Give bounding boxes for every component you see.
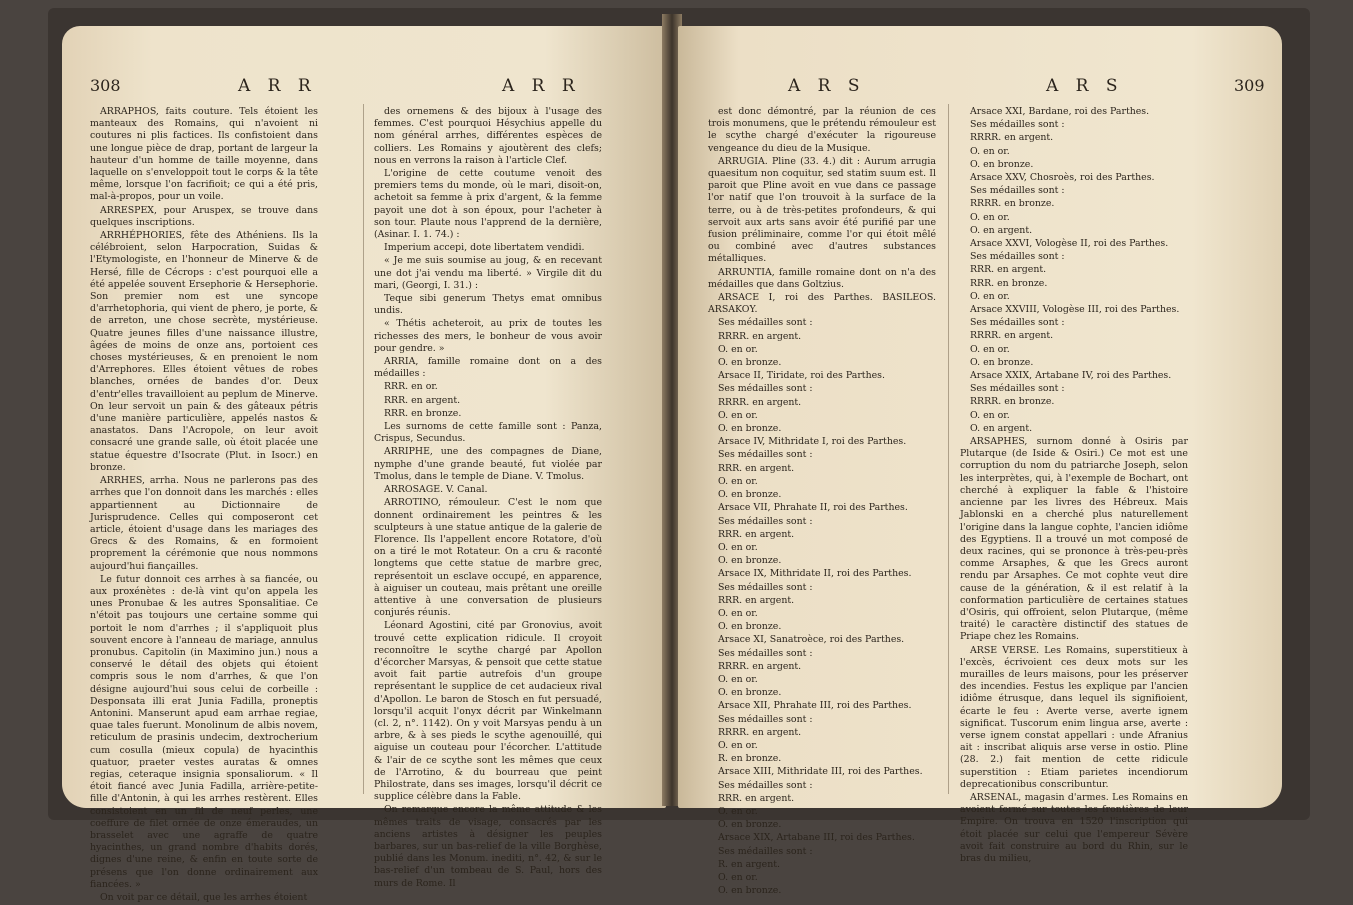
text-paragraph: ARRAPHOS, faits couture. Tels étoient les manteaux des Romains, qui n'avoient ni coutures ni plis factices. Ils confistoient dans une longue pièce de drap, portant de largeur la hauteur d'un homme de taille moyenne, dans laquelle on s'enveloppoit tout le corps & la tête même, lorsque l'on facrifioit; ce qui a été pris, mal-à-propos, pour un voile.	[90, 106, 318, 203]
running-head-right-col2: A R S	[1046, 76, 1124, 96]
text-paragraph: Ses médailles sont :	[718, 449, 813, 461]
text-paragraph: des ornemens & des bijoux à l'usage des femmes. C'est pourquoi Hésychius appelle du nom général arrhes, différentes espèces de colliers. Les Romains y ajoutèrent des clefs; nous en verrons la raison à l'article Clef.	[374, 106, 602, 166]
text-paragraph: Ses médailles sont :	[970, 383, 1065, 395]
text-paragraph: RRR. en bronze.	[384, 407, 462, 419]
text-paragraph: On remarque encore la même attitude & les mêmes traits de visage, consacrés par les anciens artistes à désigner les peuples barbares, sur un bas-relief de la ville Borghèse, publié dans les Monum. inediti, n°. 42, & sur le bas-relief d'un tombeau de S. Paul, hors des murs de Rome. Il	[374, 804, 602, 889]
text-paragraph: RRRR. en argent.	[970, 330, 1054, 342]
text-paragraph: Ses médailles sont :	[970, 119, 1065, 131]
text-paragraph: O. en argent.	[970, 224, 1033, 236]
text-paragraph: On voit par ce détail, que les arrhes étoient	[100, 892, 308, 903]
text-paragraph: Ses médailles sont :	[718, 845, 813, 857]
text-paragraph: Arsace XIX, Artabane III, roi des Parthes.	[718, 832, 915, 844]
text-paragraph: RRR. en argent.	[718, 462, 795, 474]
text-paragraph: Arsace XIII, Mithridate III, roi des Parthes.	[718, 766, 923, 778]
left-column-1	[90, 106, 318, 905]
text-paragraph: O. en or.	[718, 409, 758, 421]
text-paragraph: R. en argent.	[718, 858, 780, 870]
text-paragraph: Arsace II, Tiridate, roi des Parthes.	[718, 370, 885, 382]
right-page	[678, 26, 1282, 897]
text-paragraph: O. en bronze.	[718, 819, 782, 831]
text-paragraph: O. en or.	[970, 211, 1010, 223]
text-paragraph: RRR. en argent.	[384, 394, 461, 406]
text-paragraph: Arsace XII, Phrahate III, roi des Parthes.	[718, 700, 912, 712]
left-column-2	[374, 106, 602, 891]
text-paragraph: ARROTINO, rémouleur. C'est le nom que donnent ordinairement les peintres & les sculpteurs à une statue antique de la galerie de Florence. Ils l'appellent encore Rotatore, d'où on a tiré le mot Rotateur. On a cru & raconté longtems que cette statue de marbre grec, représentoit un esclave occupé, en apparence, à aiguiser un couteau, mais prêtant une oreille attentive à une conversation de plusieurs conjurés réunis.	[374, 497, 602, 619]
text-paragraph: ARRIPHE, une des compagnes de Diane, nymphe d'une grande beauté, fut violée par Tmolus, dans le temple de Diane. V. Tmolus.	[374, 446, 602, 482]
text-paragraph: ARSE VERSE. Les Romains, superstitieux à l'excès, écrivoient ces deux mots sur les murailles de leurs maisons, pour les préserver des incendies. Festus les explique par l'ancien idiôme étrusque, dans lequel ils signifioient, écarte le feu : Averte verse, averte ignem significat. Tuscorum enim lingua arse, averte : verse ignem constat appellari : unde Afranius ait : inscribat aliquis arse verse in ostio. Pline (28. 2.) fait mention de cette ridicule superstition : Etiam parietes incendiorum deprecationibus conscribuntur.	[960, 644, 1188, 790]
text-paragraph: Arsace XI, Sanatroèce, roi des Parthes.	[718, 634, 905, 646]
text-paragraph: Arsace XXV, Chosroès, roi des Parthes.	[970, 172, 1155, 184]
text-paragraph: RRRR. en argent.	[718, 660, 802, 672]
text-paragraph: « Je me suis soumise au joug, & en recevant une dot j'ai vendu ma liberté. » Virgile dit du mari, (Georgi, I. 31.) :	[374, 255, 602, 291]
text-paragraph: RRR. en or.	[384, 381, 438, 393]
text-paragraph: O. en or.	[970, 343, 1010, 355]
text-paragraph: O. en bronze.	[970, 356, 1034, 368]
text-paragraph: Arsace IV, Mithridate I, roi des Parthes.	[718, 436, 907, 448]
text-paragraph: O. en bronze.	[718, 687, 782, 699]
text-paragraph: Arsace IX, Mithridate II, roi des Parthes.	[718, 568, 912, 580]
text-paragraph: O. en or.	[718, 871, 758, 883]
text-paragraph: O. en or.	[970, 290, 1010, 302]
text-paragraph: Ses médailles sont :	[718, 647, 813, 659]
text-paragraph: Le futur donnoit ces arrhes à sa fiancée, ou aux proxénètes : de-là vint qu'on appela les unes Pronubae & les autres Sponsalitiae. Ce n'étoit pas toujours une certaine somme qui portoit le nom d'arrhes ; il s'appliquoit plus souvent encore à l'anneau de mariage, annulus pronubus. Capitolin (in Maximino jun.) nous a conservé le détail des objets qui étoient compris sous le nom d'arrhes, & que l'on désigne aujourd'hui sous celui de corbeille : Desponsata illi erat Junia Fadilla, proneptis Antonini. Manserunt apud eam arrhae regiae, quae tales fuerunt. Monolinum de albis novem, reticulum de prasinis undecim, dextrocherium cum cosulla (mieux copula) de hyacinthis quatuor, praeter vestes auratas & omnes regias, ceteraque insignia sponsaliorum. « Il étoit fiancé avec Junia Fadilla, arrière-petite-fille d'Antonin, à qui les arrhes restèrent. Elles consistoient en un fil de neuf perles, une coeffure de filet ornée de onze émeraudes, un brasselet avec une agraffe de quatre hyacinthes, un grand nombre d'habits dorés, dignes d'une reine, & enfin en toute sorte de présens que l'on donne ordinairement aux fiancées. »	[90, 573, 318, 890]
text-paragraph: O. en or.	[970, 409, 1010, 421]
text-paragraph: O. en bronze.	[718, 555, 782, 567]
text-paragraph: ARSENAL, magasin d'armes. Les Romains en avoient formé sur toutes les frontières de leur Empire. On trouva en 1520 l'inscription qui étoit placée sur celui que l'empereur Sévère avoit fait construire au bord du Rhin, sur le bras du milieu,	[960, 791, 1188, 864]
text-paragraph: RRR. en argent.	[718, 792, 795, 804]
text-paragraph: Imperium accepi, dote libertatem vendidi.	[384, 242, 585, 254]
text-paragraph: Ses médailles sont :	[718, 713, 813, 725]
running-head-left: A R R	[238, 76, 317, 96]
text-paragraph: Ses médailles sont :	[718, 779, 813, 791]
text-paragraph: ARRHÉPHORIES, fête des Athéniens. Ils la célébroient, selon Harpocration, Suidas & l'Etymologiste, en l'honneur de Minerve & de Hersé, fille de Cécrops : c'est pourquoi elle a été appelée souvent Ersephorie & Hersephorie. Son premier nom est une syncope d'arrhetophoria, qui vient de phero, je porte, & de arreton, une chose secrète, mystérieuse. Quatre jeunes filles d'une naissance illustre, âgées de moins de onze ans, portoient ces choses mystérieuses, & en prenoient le nom d'Arrephores. Elles étoient vêtues de robes blanches, ornées de bandes d'or. Deux d'entr'elles travailloient au peplum de Minerve. On leur servoit un pain & des gâteaux pétris d'une manière particulière, appelés nastos & anastatos. Dans l'Acropole, on leur avoit consacré une grande salle, où étoit placée une statue équestre d'Isocrate (Plut. in Isocr.) en bronze.	[90, 230, 318, 473]
text-paragraph: Ses médailles sont :	[970, 251, 1065, 263]
text-paragraph: O. en bronze.	[718, 357, 782, 369]
page-number-right: 309	[1234, 76, 1265, 95]
text-paragraph: Arsace XXVIII, Vologèse III, roi des Parthes.	[970, 304, 1180, 316]
text-paragraph: O. en bronze.	[718, 489, 782, 501]
text-paragraph: Arsace XXVI, Vologèse II, roi des Parthes.	[970, 238, 1169, 250]
text-paragraph: est donc démontré, par la réunion de ces trois monumens, que le prétendu rémouleur est le scythe chargé d'exécuter la rigoureuse vengeance du dieu de la Musique.	[708, 106, 936, 154]
text-paragraph: Léonard Agostini, cité par Gronovius, avoit trouvé cette explication ridicule. Il croyoit reconnoître le scythe chargé par Apollon d'écorcher Marsyas, & pensoit que cette statue avoit fait partie autrefois d'un groupe représentant le supplice de cet audacieux rival d'Apollon. Le baron de Stosch en fut persuadé, lorsqu'il acquit l'onyx décrit par Winkelmann (cl. 2, n°. 1142). On y voit Marsyas pendu à un arbre, & à ses pieds le scythe agenouillé, qui aiguise un couteau pour l'écorcher. L'attitude & l'air de ce scythe sont les mêmes que ceux de l'Arrotino, & du bourreau que peint Philostrate, dans ses images, lorsqu'il décrit ce supplice célèbre dans la Fable.	[374, 620, 602, 803]
column-rule	[363, 104, 364, 794]
text-paragraph: Ses médailles sont :	[970, 185, 1065, 197]
text-paragraph: O. en or.	[718, 607, 758, 619]
text-paragraph: O. en or.	[970, 145, 1010, 157]
text-paragraph: RRRR. en bronze.	[970, 198, 1055, 210]
text-paragraph: Ses médailles sont :	[718, 317, 813, 329]
text-paragraph: ARRUNTIA, famille romaine dont on n'a des médailles que dans Goltzius.	[708, 266, 936, 290]
text-paragraph: RRR. en argent.	[718, 528, 795, 540]
text-paragraph: O. en or.	[718, 475, 758, 487]
text-paragraph: ARSACE I, roi des Parthes. BASILEOS. ARSAKOY.	[708, 292, 936, 316]
text-paragraph: O. en bronze.	[718, 423, 782, 435]
text-paragraph: ARSAPHES, surnom donné à Osiris par Plutarque (de Iside & Osiri.) Ce mot est une corruption du nom du patriarche Joseph, selon les interprètes, qui, à l'exemple de Bochart, ont cherché à expliquer la fable & l'histoire ancienne par les livres des Hébreux. Mais Jablonski en a cherché plus naturellement l'origine dans la langue cophte, l'ancien idiôme des Egyptiens. Il a trouvé un mot composé de deux racines, qui se prononce à très-peu-près comme Arsaphes, & que les Grecs auront rendu par Arsaphes. Ce mot cophte veut dire cause de la génération, & il est relatif à la conformation particulière de certaines statues d'Osiris, qui offroient, selon Plutarque, (même traité) le caractère distinctif des statues de Priape chez les Romains.	[960, 436, 1188, 643]
text-paragraph: O. en bronze.	[718, 621, 782, 633]
page-number-left: 308	[90, 76, 121, 95]
text-paragraph: O. en or.	[718, 805, 758, 817]
running-head-right: A R S	[788, 76, 866, 96]
text-paragraph: « Thétis acheteroit, au prix de toutes les richesses des mers, le bonheur de vous avoir pour gendre. »	[374, 318, 602, 354]
text-paragraph: Ses médailles sont :	[718, 515, 813, 527]
text-paragraph: RRRR. en argent.	[718, 726, 802, 738]
text-paragraph: L'origine de cette coutume venoit des premiers tems du monde, où le mari, disoit-on, achetoit sa femme à prix d'argent, & la femme payoit une dot à son époux, pour l'acheter à son tour. Plaute nous l'apprend de la dernière, (Asinar. I. 1. 74.) :	[374, 168, 602, 241]
text-paragraph: ARRIA, famille romaine dont on a des médailles :	[374, 356, 602, 380]
text-paragraph: O. en or.	[718, 343, 758, 355]
text-paragraph: RRR. en argent.	[970, 264, 1047, 276]
text-paragraph: ARRHES, arrha. Nous ne parlerons pas des arrhes que l'on donnoit dans les marchés : elles appartiennent au Dictionnaire de Jurisprudence. Celles qui composeront cet article, étoient d'usage dans les mariages des Grecs & des Romains, & en formoient proprement la cérémonie que nous nommons aujourd'hui fiançailles.	[90, 475, 318, 572]
text-paragraph: RRRR. en argent.	[718, 330, 802, 342]
text-paragraph: RRR. en bronze.	[970, 277, 1048, 289]
text-paragraph: Ses médailles sont :	[718, 383, 813, 395]
running-head-left-col2: A R R	[502, 76, 581, 96]
text-paragraph: O. en or.	[718, 541, 758, 553]
text-paragraph: Ses médailles sont :	[970, 317, 1065, 329]
text-paragraph: R. en bronze.	[718, 753, 782, 765]
text-paragraph: ARRUGIA. Pline (33. 4.) dit : Aurum arrugia quaesitum non coquitur, sed statim suum est. Il paroit que Pline avoit en vue dans ce passage l'or natif que l'on trouvoit à la surface de la terre, ou à de très-petites profondeurs, & qui servoit aux arts sans avoir été purifié par une fusion préliminaire, comme l'or qui étoit mêlé ou combiné avec d'autres substances métalliques.	[708, 155, 936, 265]
text-paragraph: O. en bronze.	[970, 158, 1034, 170]
text-paragraph: RRRR. en argent.	[970, 132, 1054, 144]
text-paragraph: O. en or.	[718, 739, 758, 751]
text-paragraph: RRRR. en bronze.	[970, 396, 1055, 408]
text-paragraph: RRRR. en argent.	[718, 396, 802, 408]
text-paragraph: Arsace XXI, Bardane, roi des Parthes.	[970, 106, 1150, 117]
text-paragraph: Les surnoms de cette famille sont : Panza, Crispus, Secundus.	[374, 421, 602, 445]
column-rule	[948, 104, 949, 794]
left-page	[62, 26, 666, 903]
text-paragraph: ARROSAGE. V. Canal.	[384, 484, 488, 496]
text-paragraph: Arsace VII, Phrahate II, roi des Parthes.	[718, 502, 908, 514]
right-column-1	[708, 106, 936, 898]
text-paragraph: Teque sibi generum Thetys emat omnibus undis.	[374, 293, 602, 317]
text-paragraph: Arsace XXIX, Artabane IV, roi des Parthes.	[970, 370, 1172, 382]
text-paragraph: ARRESPEX, pour Aruspex, se trouve dans quelques inscriptions.	[90, 204, 318, 228]
text-paragraph: O. en bronze.	[718, 885, 782, 897]
right-column-2	[960, 106, 1188, 866]
text-paragraph: RRR. en argent.	[718, 594, 795, 606]
text-paragraph: O. en argent.	[970, 422, 1033, 434]
text-paragraph: O. en or.	[718, 673, 758, 685]
text-paragraph: Ses médailles sont :	[718, 581, 813, 593]
